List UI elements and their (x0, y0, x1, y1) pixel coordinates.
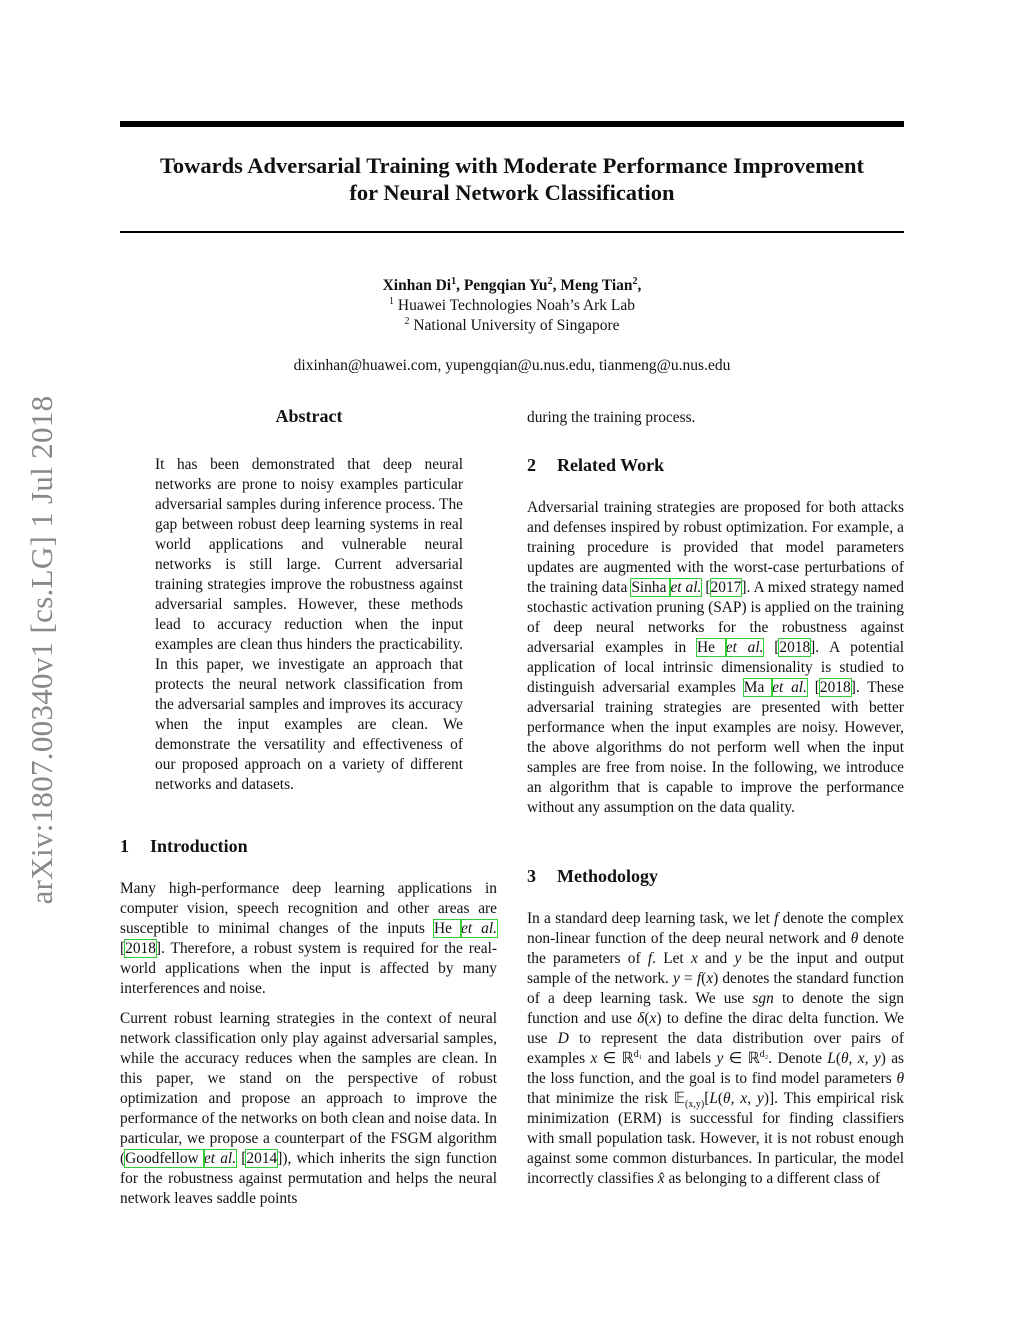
authors: Xinhan Di$^1$, Pengqian Yu$^2$, Meng Tian$^2$, (382, 275, 642, 294)
section-title: Methodology (557, 866, 658, 886)
citation-link[interactable]: 2018 (819, 679, 851, 696)
affiliation-sup: 1 (389, 295, 394, 307)
abstract-body (155, 455, 463, 805)
math-or-emphasis: L (709, 1090, 718, 1107)
paragraph (120, 1009, 497, 1209)
text-run: and (697, 950, 735, 967)
text-run: and labels (642, 1050, 717, 1067)
math-or-emphasis: x (649, 1010, 657, 1027)
math-or-emphasis: y (716, 1050, 724, 1067)
citation-link[interactable]: Ma (743, 679, 773, 696)
text-run: [ (236, 1150, 247, 1167)
text-run: ) to define the dirac delta function. We use (527, 1010, 904, 1047)
citation-link[interactable]: et al. (460, 920, 497, 937)
math-or-emphasis: x (690, 950, 698, 967)
author-name: Meng Tian (560, 277, 633, 294)
math-or-emphasis: sgn (752, 990, 774, 1007)
text-run: = (679, 970, 697, 987)
text-run: ]. A mixed strategy named stochastic activation pruning (SAP) is applied on the training of deep neural networks for the robustness against adversarial examples in (527, 579, 904, 656)
text-run: d₁ (633, 1048, 643, 1060)
math-or-emphasis: θ (850, 930, 859, 947)
text-run: [ (704, 1090, 710, 1107)
title-line-1: Towards Adversarial Training with Moderate Performance Improvement (159, 153, 865, 178)
text-run: ∈ ℝ (723, 1050, 760, 1067)
citation-link[interactable]: He (433, 920, 461, 937)
text-run: ]. These adversarial training strategies are presented with better performance when the input examples are noisy. However, the above algorithms do not perform well when the input samples are free from noise. In the following, we introduce an algorithm that is capable to improve the performance without any assumption on the data quality. (527, 679, 904, 816)
paper-title (100, 152, 924, 206)
text-run: denote the parameters of (527, 930, 904, 967)
text-run: be the input and output sample of the network. (527, 950, 904, 987)
section-number: 2 (527, 455, 536, 475)
text-run: (x,y) (685, 1099, 705, 1111)
abstract-heading: Abstract (275, 406, 343, 426)
citation-link[interactable]: Sinha (631, 579, 671, 596)
math-or-emphasis: θ, x, y (841, 1050, 881, 1067)
text-run: [ (120, 940, 126, 957)
citation-link[interactable]: 2018 (125, 940, 156, 957)
math-or-emphasis: f (774, 910, 779, 927)
math-or-emphasis: y (673, 970, 680, 987)
text-run: ( (717, 1090, 724, 1107)
author-sup: 2 (632, 275, 638, 287)
top-rule (120, 121, 904, 127)
text-run: ∈ ℝ (597, 1050, 634, 1067)
paragraph (155, 455, 463, 795)
math-or-emphasis: f (647, 950, 653, 967)
text-run: to denote the sign function and use (527, 990, 904, 1027)
affiliation-sup: 2 (404, 315, 410, 327)
text-run: that minimize the risk 𝔼 (527, 1090, 686, 1107)
section-number: 3 (527, 866, 536, 886)
text-run: It has been demonstrated that deep neural networks are prone to noisy examples particular adversarial samples during inference process. The gap between robust deep learning systems in real world applications and vulnerable neural networks is still large. Current adversarial training strategies improve the robustness against adversarial samples. However, these methods lead to accuracy reduction when the input examples are clean thus hinders the practicability. In this paper, we investigate an approach that protects the neural network classification from the adversarial samples and improves its accuracy when the input examples are clean. We demonstrate the versatility and effectiveness of our proposed approach on a variety of different networks and datasets. (155, 456, 463, 793)
citation-link[interactable]: et al. (725, 639, 764, 656)
math-or-emphasis: L (827, 1050, 836, 1067)
citation-link[interactable]: 2018 (779, 639, 811, 656)
author-sup: 2 (547, 275, 553, 287)
citation-link[interactable]: 2017 (710, 579, 742, 596)
paragraph (527, 498, 904, 818)
text-run: to represent the data distribution over pairs of examples (527, 1030, 904, 1067)
text-run: Current robust learning strategies in the context of neural network classification only play against adversarial samples, while the accuracy reduces when the samples are clean. In this paper, we stand on the perspective of robust optimization and propose an approach to improve the performance of the networks on both clean and noise data. In particular, we propose a counterpart of the FSGM algorithm ( (120, 1010, 497, 1167)
methodology-body (527, 909, 904, 1199)
author-emails: dixinhan@huawei.com, yupengqian@u.nus.edu, tianmeng@u.nus.edu (293, 357, 731, 374)
text-run: ( (644, 1010, 650, 1027)
text-run: [ (701, 579, 711, 596)
math-or-emphasis: x̂ (657, 1170, 665, 1187)
continuation-text: during the training process. (527, 409, 696, 426)
affiliation-2 (100, 317, 924, 335)
section-heading-methodology (527, 866, 658, 887)
text-run: ( (835, 1050, 841, 1067)
paragraph (120, 879, 497, 999)
author-sup: 1 (451, 275, 457, 287)
text-run: In a standard deep learning task, we let (527, 910, 775, 927)
math-or-emphasis: θ (896, 1070, 904, 1087)
text-run: ]. A potential application of local intrinsic dimensionality is studied to distinguish adversarial examples (527, 639, 904, 696)
citation-link[interactable]: He (696, 639, 726, 656)
text-run: [ (763, 639, 780, 656)
text-run: ) as the loss function, and the goal is to find model parameters (527, 1050, 905, 1087)
math-or-emphasis: δ (637, 1010, 645, 1027)
math-or-emphasis: x (706, 970, 714, 987)
related-work-body (527, 498, 904, 828)
title-line-2: for Neural Network Classification (349, 180, 675, 205)
citation-link[interactable]: 2014 (246, 1150, 278, 1167)
section-heading-related-work (527, 455, 664, 476)
text-run: as belonging to a different class of (664, 1170, 881, 1187)
text-run: ]), which inherits the sign function for the robustness against permutation and helps the neural network leaves saddle points (120, 1150, 497, 1207)
section-title: Introduction (150, 836, 248, 856)
math-or-emphasis: D (557, 1030, 569, 1047)
text-run: ( (701, 970, 707, 987)
introduction-body (120, 879, 497, 1219)
math-or-emphasis: x (590, 1050, 598, 1067)
text-run: . Denote (768, 1050, 828, 1067)
paragraph (527, 909, 904, 1189)
text-run: Many high-performance deep learning applications in computer vision, speech recognition and other areas are susceptible to minimal changes of the inputs (120, 880, 497, 937)
affiliation-text: Huawei Technologies Noah’s Ark Lab (397, 297, 635, 314)
text-run: )]. This empirical risk minimization (ERM) is successful for finding classifiers with small population task. However, it is not robust enough against some common disturbances. In particular, the model incorrectly classifies (527, 1090, 904, 1187)
citation-link[interactable]: et al. (772, 679, 807, 696)
citation-link[interactable]: Goodfellow (125, 1150, 204, 1167)
text-run: ]. Therefore, a robust system is required for the real-world applications when the input is affected by many interferences and noise. (120, 940, 497, 997)
title-rule (120, 231, 904, 233)
text-run: Adversarial training strategies are proposed for both attacks and defenses inspired by robust optimization. For example, a training procedure is provided that model parameters updates are augmented with the worst-case perturbations of the training data (527, 499, 904, 596)
text-run: . Let (652, 950, 691, 967)
arxiv-stamp: arXiv:1807.00340v1 [cs.LG] 1 Jul 2018 (24, 395, 59, 905)
section-number: 1 (120, 836, 129, 856)
text-run: d₂ (759, 1048, 769, 1060)
affiliation-1 (100, 297, 924, 315)
math-or-emphasis: θ, x, y (723, 1090, 764, 1107)
section-title: Related Work (557, 455, 665, 475)
affiliation-text: National University of Singapore (413, 317, 620, 334)
math-or-emphasis: y (734, 950, 742, 967)
text-run: denote the complex non-linear function of the deep neural network and (527, 910, 904, 947)
citation-link[interactable]: et al. (670, 579, 702, 596)
citation-link[interactable]: et al. (203, 1150, 237, 1167)
author-name: Xinhan Di (382, 277, 452, 294)
math-or-emphasis: f (696, 970, 702, 987)
text-run: ) denotes the standard function of a deep learning task. We use (527, 970, 904, 1007)
author-name: Pengqian Yu (463, 277, 548, 294)
section-heading-introduction (120, 836, 248, 857)
text-run: [ (806, 679, 820, 696)
